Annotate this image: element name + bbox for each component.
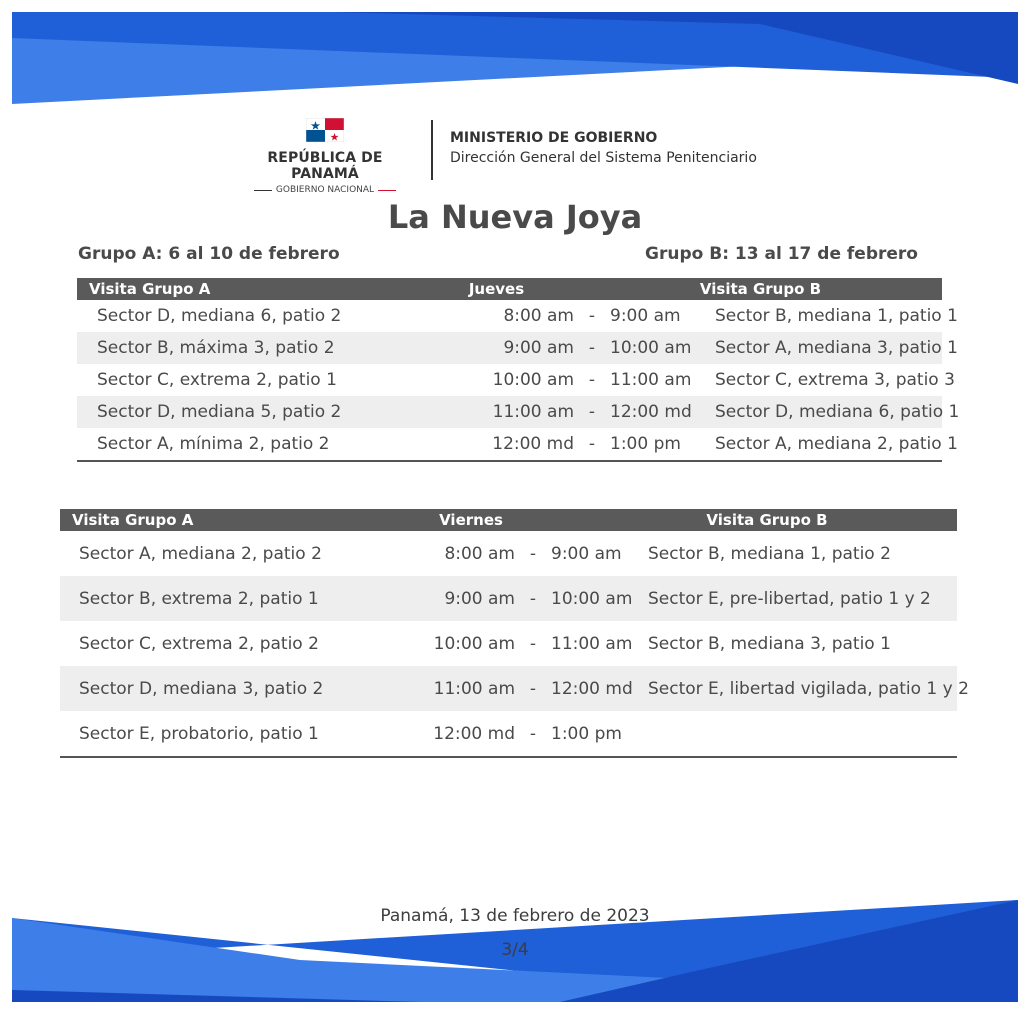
header-group-b: Visita Grupo B [699, 280, 822, 298]
header-divider [431, 120, 433, 180]
group-a-cell: Sector E, probatorio, patio 1 [79, 723, 319, 744]
time-separator: - [529, 543, 537, 564]
thursday-schedule-table [77, 278, 960, 462]
table-row [77, 364, 955, 396]
start-time-cell: 11:00 am [492, 402, 574, 422]
group-a-cell: Sector D, mediana 3, patio 2 [79, 678, 324, 699]
start-time-cell: 10:00 am [433, 633, 515, 654]
table-row [77, 428, 958, 460]
group-b-cell: Sector B, mediana 3, patio 1 [648, 633, 891, 654]
group-b-label: Grupo B: 13 al 17 de febrero [645, 244, 918, 264]
time-separator: - [529, 588, 537, 609]
end-time-cell: 12:00 md [610, 402, 692, 422]
group-a-cell: Sector D, mediana 6, patio 2 [97, 306, 342, 326]
time-separator: - [588, 306, 596, 326]
table-row [60, 576, 957, 621]
group-a-cell: Sector D, mediana 5, patio 2 [97, 402, 342, 422]
department-name: Dirección General del Sistema Penitenciario [450, 150, 757, 166]
table-row [60, 711, 957, 756]
panama-logo [232, 118, 418, 195]
end-time-cell: 10:00 am [610, 338, 692, 358]
group-b-cell: Sector A, mediana 2, patio 1 [715, 434, 958, 454]
group-a-cell: Sector C, extrema 2, patio 1 [97, 370, 337, 390]
group-a-cell: Sector B, máxima 3, patio 2 [97, 338, 335, 358]
table-row [60, 666, 969, 711]
page-title: La Nueva Joya [387, 198, 643, 236]
table-header [77, 278, 942, 300]
group-b-cell: Sector E, pre-libertad, patio 1 y 2 [648, 588, 931, 609]
header-group-b: Visita Grupo B [706, 511, 828, 529]
time-separator: - [529, 678, 537, 699]
header-group-a: Visita Grupo A [89, 280, 211, 298]
table-row [77, 396, 960, 428]
table-header [60, 509, 957, 531]
page-number: 3/4 [501, 940, 529, 960]
end-time-cell: 12:00 md [551, 678, 633, 699]
start-time-cell: 12:00 md [492, 434, 574, 454]
header-day: Viernes [439, 511, 503, 529]
end-time-cell: 10:00 am [551, 588, 633, 609]
end-time-cell: 9:00 am [551, 543, 622, 564]
table-bottom-line [60, 756, 957, 758]
ministry-block [450, 130, 757, 166]
divider-right [378, 190, 396, 191]
group-a-label: Grupo A: 6 al 10 de febrero [78, 244, 340, 264]
start-time-cell: 10:00 am [492, 370, 574, 390]
start-time-cell: 9:00 am [503, 338, 574, 358]
table-row [77, 332, 958, 364]
panama-flag-icon [306, 118, 344, 142]
ministry-name: MINISTERIO DE GOBIERNO [450, 130, 658, 146]
table-bottom-line [77, 460, 942, 462]
end-time-cell: 1:00 pm [551, 723, 622, 744]
end-time-cell: 11:00 am [551, 633, 633, 654]
table-row [60, 531, 957, 576]
start-time-cell: 12:00 md [433, 723, 515, 744]
time-separator: - [529, 633, 537, 654]
government-label-row [232, 185, 418, 195]
time-separator: - [588, 402, 596, 422]
republic-label: REPÚBLICA DE PANAMÁ [267, 150, 383, 182]
group-b-cell: Sector B, mediana 1, patio 2 [648, 543, 891, 564]
start-time-cell: 9:00 am [444, 588, 515, 609]
end-time-cell: 1:00 pm [610, 434, 681, 454]
time-separator: - [529, 723, 537, 744]
page-header [0, 112, 1030, 195]
time-separator: - [588, 370, 596, 390]
header-group-a: Visita Grupo A [72, 511, 194, 529]
divider-left [254, 190, 272, 191]
government-label: GOBIERNO NACIONAL [275, 185, 375, 195]
table-row [77, 300, 958, 332]
group-b-cell: Sector A, mediana 3, patio 1 [715, 338, 958, 358]
time-separator: - [588, 434, 596, 454]
group-b-cell: Sector E, libertad vigilada, patio 1 y 2 [648, 678, 969, 699]
header-day: Jueves [468, 280, 525, 298]
group-b-cell: Sector D, mediana 6, patio 1 [715, 402, 960, 422]
start-time-cell: 8:00 am [444, 543, 515, 564]
group-a-cell: Sector C, extrema 2, patio 2 [79, 633, 319, 654]
group-b-cell: Sector C, extrema 3, patio 3 [715, 370, 955, 390]
group-a-cell: Sector A, mediana 2, patio 2 [79, 543, 322, 564]
time-separator: - [588, 338, 596, 358]
group-a-cell: Sector A, mínima 2, patio 2 [97, 434, 330, 454]
end-time-cell: 9:00 am [610, 306, 681, 326]
end-time-cell: 11:00 am [610, 370, 692, 390]
group-a-cell: Sector B, extrema 2, patio 1 [79, 588, 319, 609]
group-b-cell: Sector B, mediana 1, patio 1 [715, 306, 958, 326]
table-row [60, 621, 957, 666]
friday-schedule-table [60, 509, 969, 758]
start-time-cell: 8:00 am [503, 306, 574, 326]
footer-date: Panamá, 13 de febrero de 2023 [380, 906, 650, 926]
start-time-cell: 11:00 am [433, 678, 515, 699]
